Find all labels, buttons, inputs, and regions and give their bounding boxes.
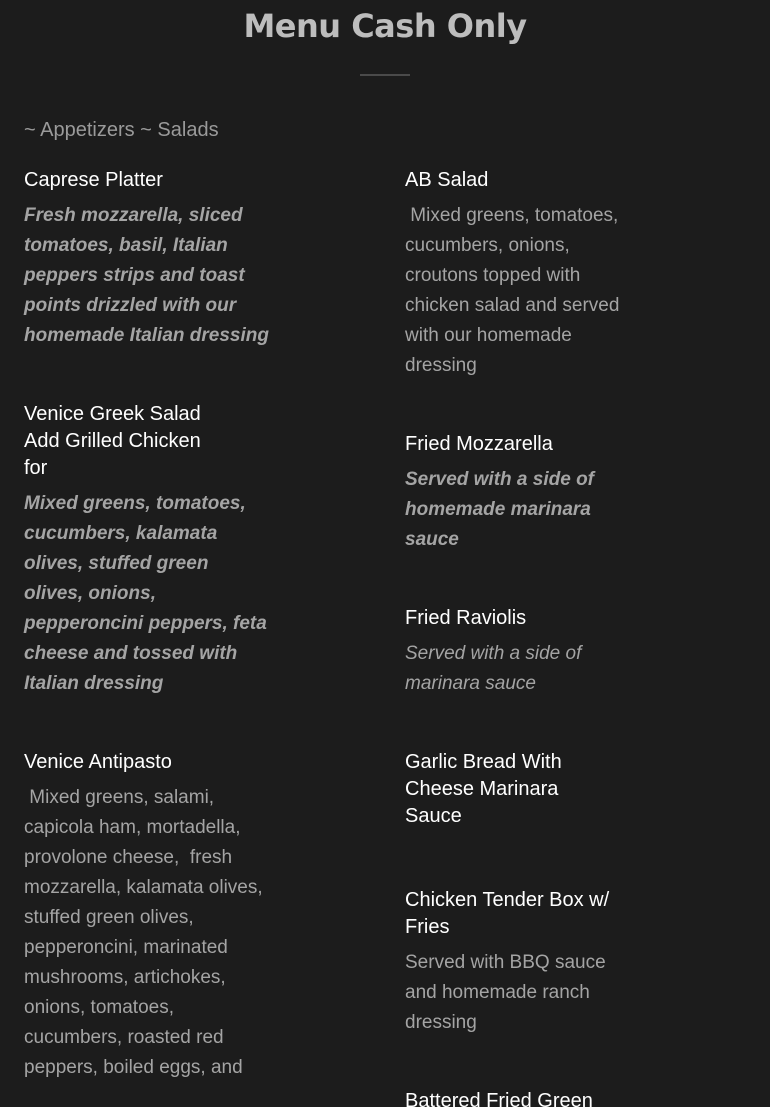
menu-item-battered-fried-green xyxy=(405,1087,640,1107)
title-divider xyxy=(360,74,410,76)
menu-item-venice-greek-salad xyxy=(24,400,273,699)
menu-column-left xyxy=(24,166,273,1083)
item-name: Fried Mozzarella xyxy=(405,433,553,455)
menu-item-ab-salad xyxy=(405,166,640,381)
menu-item-caprese-platter xyxy=(24,166,269,351)
item-name: Battered Fried Green xyxy=(405,1090,593,1107)
menu-item-fried-mozzarella xyxy=(405,430,640,555)
item-description: Served with BBQ sauce and homemade ranch dressing xyxy=(405,952,611,1033)
item-description: Served with a side of marinara sauce xyxy=(405,643,587,694)
item-name: AB Salad xyxy=(405,169,489,191)
menu-item-garlic-bread xyxy=(405,748,640,830)
item-description: Mixed greens, tomatoes, cucumbers, kalamata olives, stuffed green olives, onions, pepperoncini peppers, feta cheese and tossed with Italian dressing xyxy=(24,493,273,694)
menu-item-venice-antipasto xyxy=(24,748,269,1083)
menu-item-fried-raviolis xyxy=(405,604,640,699)
item-description: Fresh mozzarella, sliced tomatoes, basil, Italian peppers strips and toast points drizzled with our homemade Italian dressing xyxy=(24,205,269,346)
section-heading: ~ Appetizers ~ Salads xyxy=(24,119,219,141)
item-name: Venice Antipasto xyxy=(24,751,172,773)
menu-item-chicken-tender-box xyxy=(405,886,640,1038)
item-description: Mixed greens, tomatoes, cucumbers, onions, croutons topped with chicken salad and served with our homemade dressing xyxy=(405,205,625,376)
menu-column-right xyxy=(405,166,640,1107)
item-description: Mixed greens, salami, capicola ham, mortadella, provolone cheese, fresh mozzarella, kalamata olives, stuffed green olives, pepperoncini, marinated mushrooms, artichokes, onions, tomatoes, cucumbers, roasted red peppers, boiled eggs, and xyxy=(24,787,268,1078)
item-name: Fried Raviolis xyxy=(405,607,527,629)
item-name: Venice Greek Salad Add Grilled Chicken for xyxy=(24,403,201,479)
page-title: Menu Cash Only xyxy=(243,7,527,45)
item-name: Garlic Bread With Cheese Marinara Sauce xyxy=(405,751,562,827)
item-description: Served with a side of homemade marinara sauce xyxy=(405,469,600,550)
item-name: Chicken Tender Box w/ Fries xyxy=(405,889,610,938)
item-name: Caprese Platter xyxy=(24,169,163,191)
